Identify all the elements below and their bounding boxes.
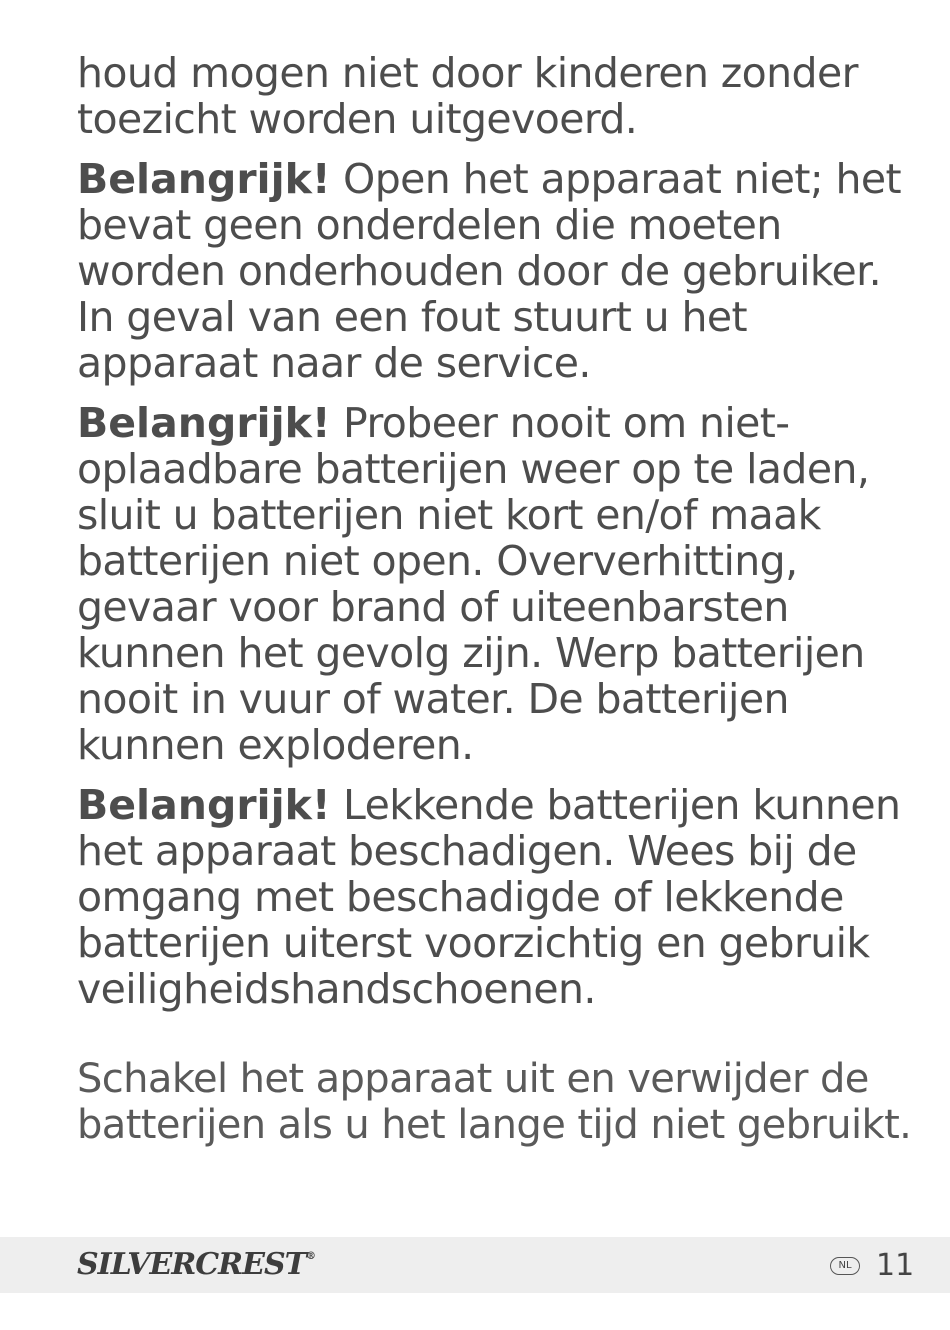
brand-name: SILVERCREST bbox=[77, 1247, 306, 1282]
warning-label: Belangrijk! bbox=[77, 399, 331, 447]
paragraph-warning-recharge bbox=[77, 400, 917, 768]
paragraph-text: Open het apparaat niet; het bevat geen onderdelen die moeten worden onderhouden door de gebruiker. In geval van een fout stuurt u het apparaat naar de service. bbox=[77, 155, 902, 387]
page-number: 11 bbox=[876, 1248, 915, 1283]
paragraph-switch-off bbox=[77, 1056, 917, 1148]
paragraph-text: houd mogen niet door kinderen zonder toezicht worden uitgevoerd. bbox=[77, 49, 858, 143]
page-content bbox=[77, 50, 917, 1162]
paragraph-text: Lekkende batterijen kunnen het apparaat beschadigen. Wees bij de omgang met beschadigde of lekkende batterijen uiterst voorzichtig en gebruik veiligheidshandschoenen. bbox=[77, 781, 901, 1013]
paragraph-text: Schakel het apparaat uit en verwijder de batterijen als u het lange tijd niet gebruikt. bbox=[77, 1056, 912, 1148]
paragraph-warning-leaking bbox=[77, 782, 917, 1012]
warning-label: Belangrijk! bbox=[77, 781, 331, 829]
language-badge: NL bbox=[830, 1257, 860, 1275]
warning-label: Belangrijk! bbox=[77, 155, 331, 203]
brand-logo bbox=[77, 1247, 315, 1282]
paragraph-continuation bbox=[77, 50, 917, 142]
paragraph-warning-open-device bbox=[77, 156, 917, 386]
registered-mark: ® bbox=[305, 1251, 315, 1262]
paragraph-text: Probeer nooit om niet-oplaadbare batterijen weer op te laden, sluit u batterijen niet kort en/of maak batterijen niet open. Oververhitting, gevaar voor brand of uiteenbarsten kunnen het gevolg zijn. Werp batterijen nooit in vuur of water. De batterijen kunnen exploderen. bbox=[77, 399, 870, 769]
page-footer bbox=[0, 1237, 950, 1293]
